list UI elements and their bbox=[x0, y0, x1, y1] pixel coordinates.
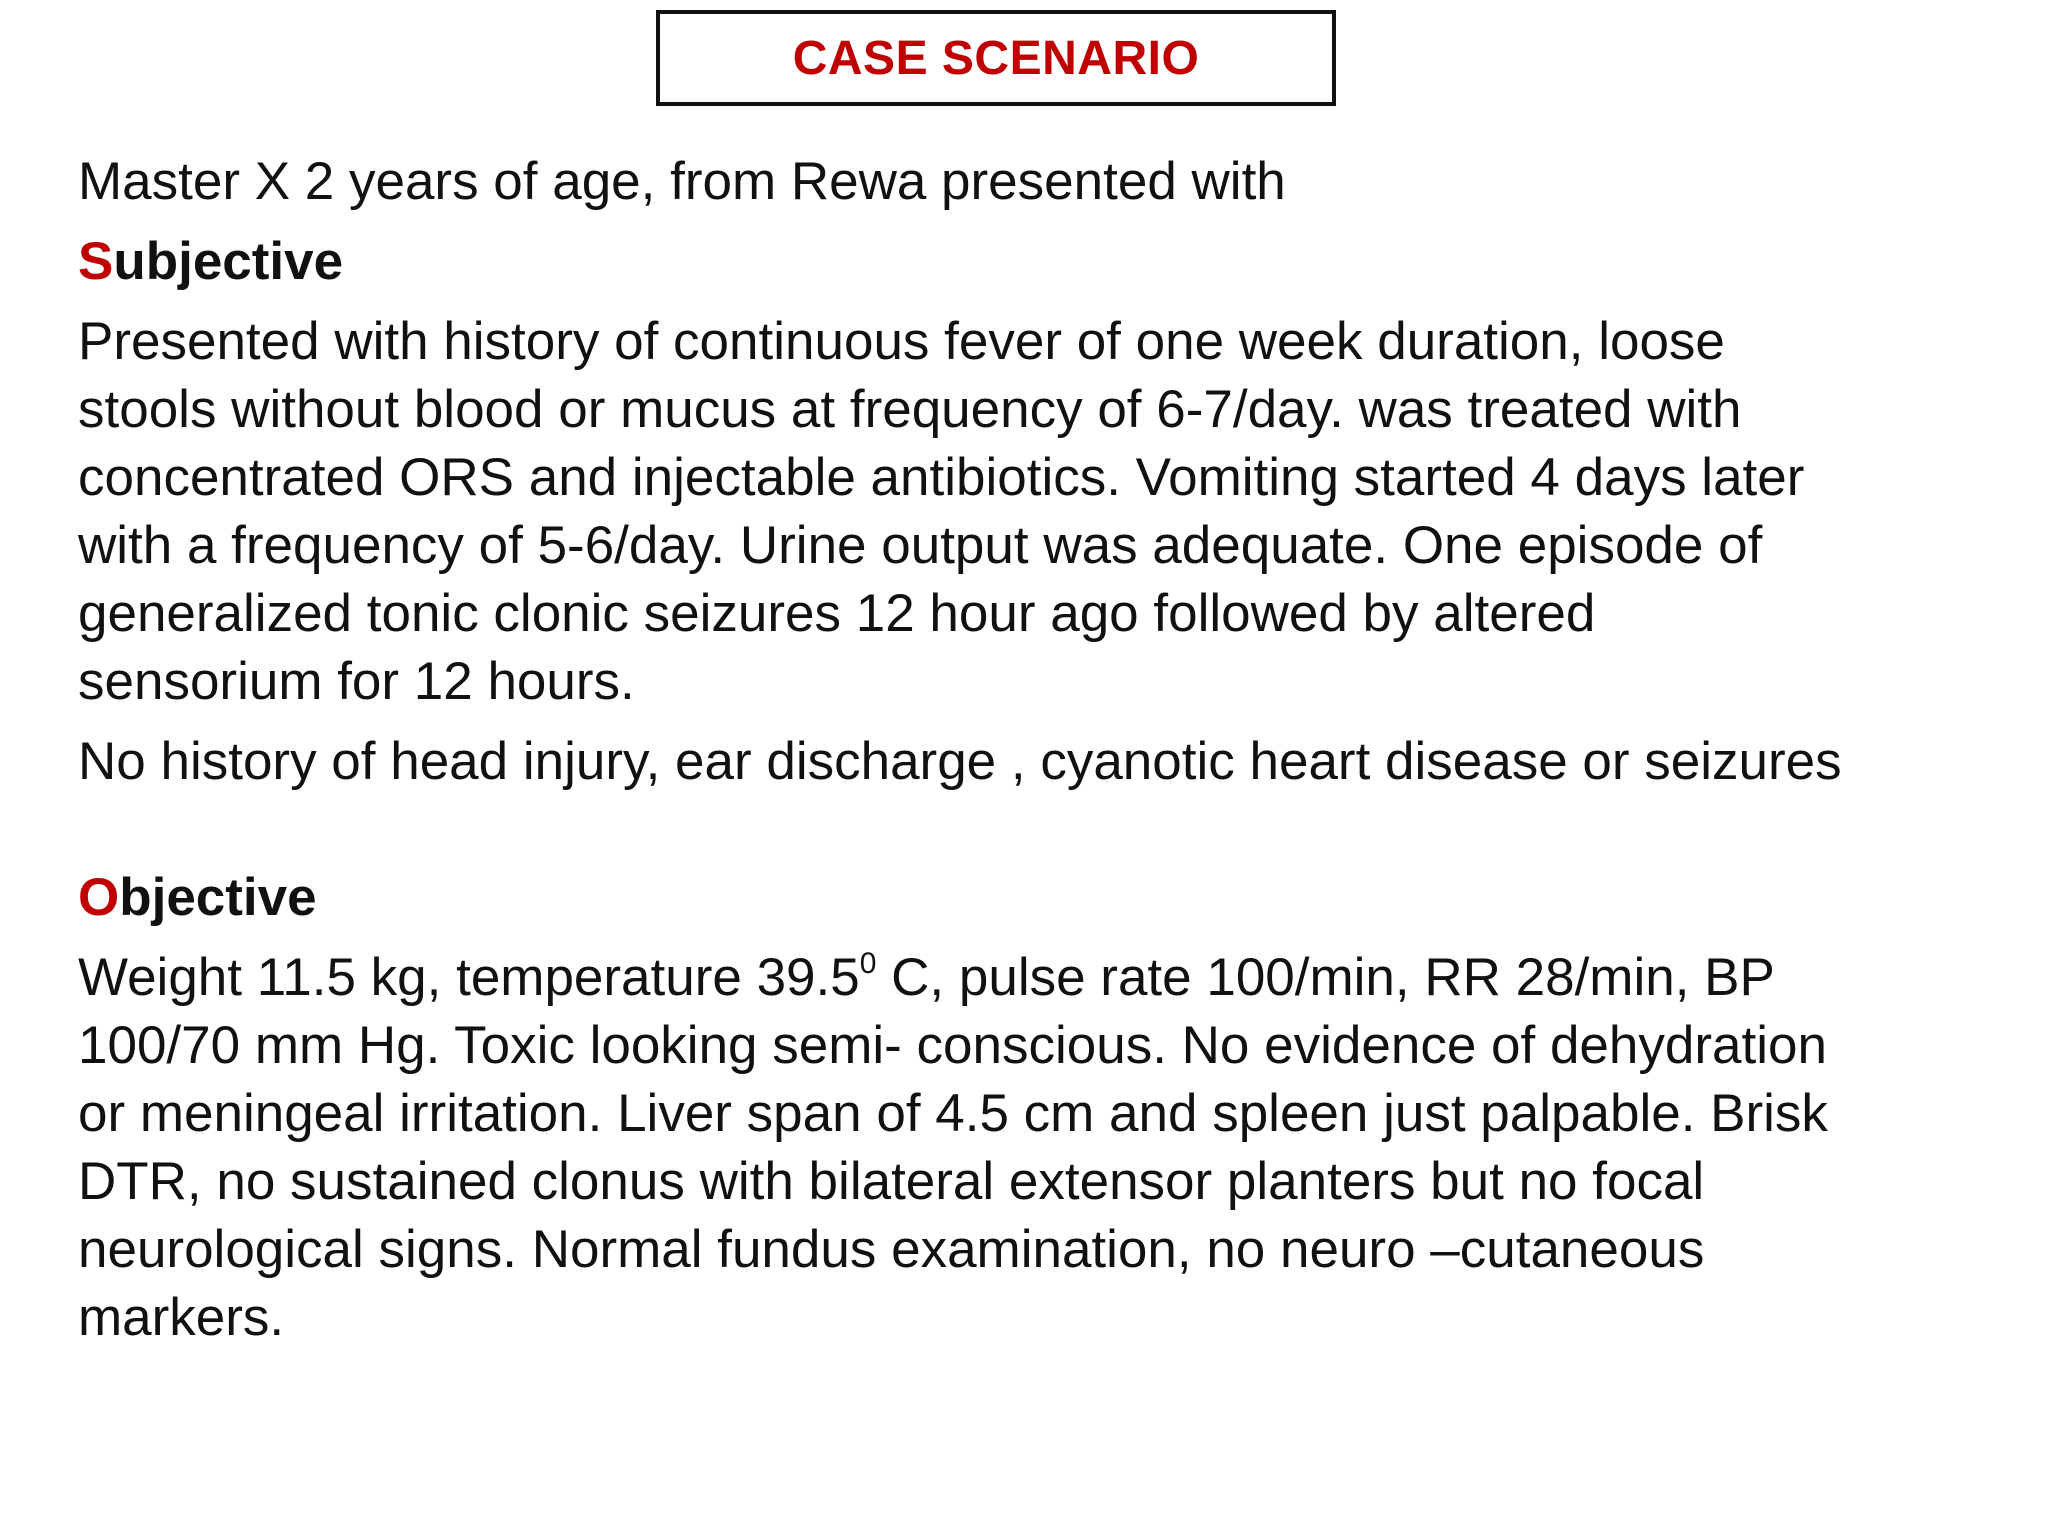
objective-line bbox=[78, 944, 1998, 1012]
objective-line: markers. bbox=[78, 1288, 285, 1347]
objective-line: 100/70 mm Hg. Toxic looking semi- conscious. No evidence of dehydration bbox=[78, 1016, 1827, 1075]
degree-superscript: 0 bbox=[859, 947, 877, 980]
objective-line: DTR, no sustained clonus with bilateral extensor planters but no focal bbox=[78, 1152, 1705, 1211]
objective-heading bbox=[78, 864, 1998, 932]
subjective-line: concentrated ORS and injectable antibiotics. Vomiting started 4 days later bbox=[78, 448, 1805, 507]
objective-heading-initial: O bbox=[78, 868, 120, 927]
objective-line: neurological signs. Normal fundus examination, no neuro –cutaneous bbox=[78, 1220, 1705, 1279]
slide-content bbox=[78, 148, 1998, 1352]
objective-heading-rest: bjective bbox=[119, 868, 317, 927]
objective-line1-post: C, pulse rate 100/min, RR 28/min, BP bbox=[876, 948, 1775, 1007]
intro-text: Master X 2 years of age, from Rewa presented with bbox=[78, 152, 1286, 211]
slide-title: CASE SCENARIO bbox=[792, 31, 1200, 85]
objective-line1-pre: Weight 11.5 kg, temperature 39.5 bbox=[78, 948, 860, 1007]
subjective-heading bbox=[78, 228, 1998, 296]
subjective-note: No history of head injury, ear discharge , cyanotic heart disease or seizures bbox=[78, 732, 1842, 791]
subjective-line: Presented with history of continuous fever of one week duration, loose bbox=[78, 312, 1725, 371]
title-box bbox=[656, 10, 1336, 106]
subjective-paragraph bbox=[78, 308, 1998, 716]
subjective-heading-initial: S bbox=[78, 232, 114, 291]
subjective-line: with a frequency of 5-6/day. Urine output was adequate. One episode of bbox=[78, 516, 1763, 575]
subjective-line: generalized tonic clonic seizures 12 hour ago followed by altered bbox=[78, 584, 1596, 643]
subjective-line: stools without blood or mucus at frequency of 6-7/day. was treated with bbox=[78, 380, 1742, 439]
objective-paragraph bbox=[78, 944, 1998, 1352]
objective-line: or meningeal irritation. Liver span of 4.5 cm and spleen just palpable. Brisk bbox=[78, 1084, 1828, 1143]
subjective-heading-rest: ubjective bbox=[113, 232, 344, 291]
subjective-line: sensorium for 12 hours. bbox=[78, 652, 635, 711]
